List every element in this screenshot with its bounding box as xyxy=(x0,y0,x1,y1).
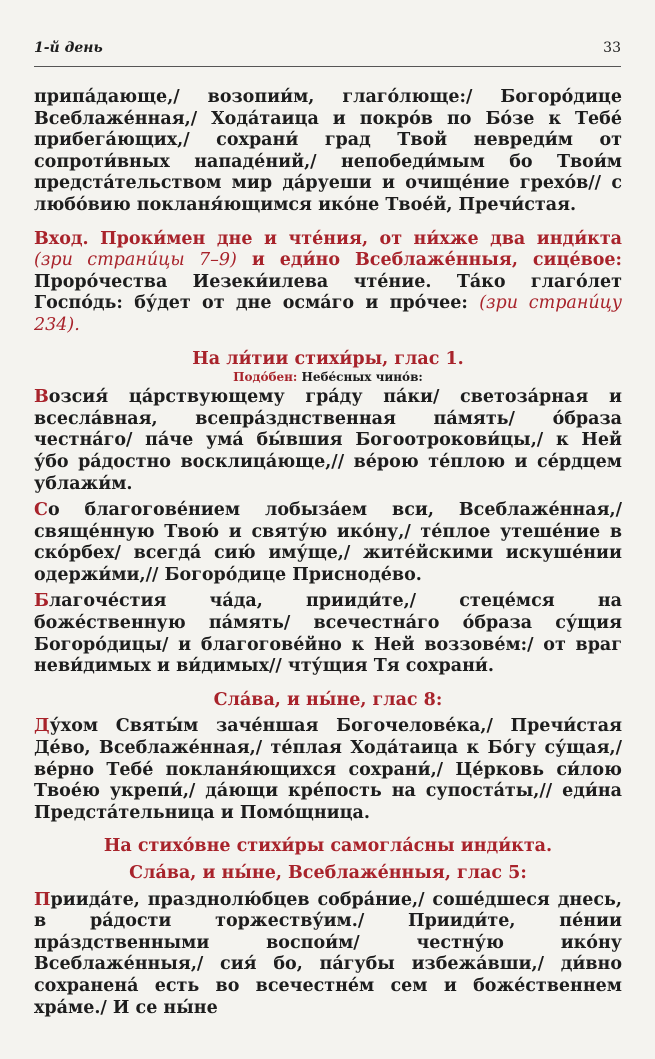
drop-initial: С xyxy=(34,500,48,521)
podoben-line xyxy=(34,370,622,384)
podoben-label: Подо́бен: xyxy=(233,370,298,385)
drop-initial: Б xyxy=(34,591,49,612)
drop-initial: В xyxy=(34,387,49,408)
drop-initial: П xyxy=(34,889,51,910)
sticheron-text: о благогове́нием лобыза́ем вси, Всеблаже́нная,/ свяще́нную Твою́ и святу́ю ико́ну,/ те́плое утеше́ние в ско́рбех/ всегда́ сию́ иму́ще,/ жите́йскими искуше́нии одержи́ми,// Богоро́дице Присноде́во. xyxy=(34,500,622,585)
page-body xyxy=(34,87,622,1019)
slava-heading: Сла́ва, и ны́не, глас 8: xyxy=(213,689,443,710)
running-header xyxy=(34,40,621,62)
page-number: 33 xyxy=(603,40,621,56)
drop-initial: Д xyxy=(34,716,50,737)
sticheron-3 xyxy=(34,591,622,677)
podoben-text: Небе́сных чино́в: xyxy=(301,370,423,385)
continued-paragraph: припа́дающе,/ возопии́м, глаго́люще:/ Богоро́дице Всеблаже́нная,/ Хода́таица и покро́в по Бо́зе к Тебе́ прибега́ющих,/ сохрани́ град Твой невреди́м от сопроти́вных нападе́ний,/ непобеди́мым бо Твои́м предста́тельством мир да́руеши и очище́ние грехо́в// с любо́вию покланя́ющимся ико́не Твое́й, Пречи́стая. xyxy=(34,87,622,215)
vhod-rubric: Вход. Проки́мен дне и чте́ния, от ни́хже два инди́кта xyxy=(34,228,622,249)
stihovne-sticheron xyxy=(34,890,622,1020)
sticheron-text: лагоче́стия ча́да, прииди́те,/ стеце́мся на боже́ственную па́мять/ всечестна́го о́браза су́щия Богоро́дицы/ и благогове́йно к Ней воззове́м:/ от враг неви́димых и ви́димых// чту́щия Тя сохрани́. xyxy=(34,591,622,677)
sticheron-text: у́хом Святы́м заче́ншая Богочелове́ка,/ Пречи́стая Де́во, Всеблаже́нная,/ те́плая Хода́таица к Бо́гу су́щая,/ ве́рно Тебе́ покланя́ющихся сохрани́,/ Це́рковь си́лою Твое́ю укрепи́,/ да́ющи кре́пость на супоста́ты,// еди́на Предста́тельница и Помо́щница. xyxy=(34,716,622,823)
vhod-paragraph xyxy=(34,229,622,337)
stihovne-heading: На стихо́вне стихи́ры самогла́сны инди́кта. xyxy=(103,836,553,857)
stihovne-slava-heading: Сла́ва, и ны́не, Всеблаже́нныя, глас 5: xyxy=(129,863,527,883)
sticheron-1 xyxy=(34,387,622,495)
sticheron-text: озсия́ ца́рствующему гра́ду па́ки/ светоза́рная и всесла́вная, всепра́зднственная па́мять/ о́браза честна́го/ па́че ума́ бы́вшия Богоотрокови́цы,/ к Ней у́бо ра́достно восклица́юще,// ве́рою те́плою и се́рдцем ублажи́м. xyxy=(34,387,622,494)
header-rule xyxy=(34,66,621,67)
vhod-reference: (зри страни́цы 7–9) xyxy=(34,250,237,271)
slava-sticheron xyxy=(34,716,622,824)
sticheron-2 xyxy=(34,500,622,586)
sticheron-text: риида́те, празднолю́бцев собра́ние,/ соше́дшеся днесь, в ра́дости торжеству́им./ Прииди́те, пе́нии пра́здственными воспои́м/ честну́ю ико́ну Всеблаже́нныя,/ сия́ бо, па́губы избежа́вши,/ ди́вно сохранена́ есть во всечестне́м сем и боже́ственнем хра́ме./ И се ны́не xyxy=(34,889,622,1018)
vhod-reference-2: (зри страни́цу 234). xyxy=(34,293,622,335)
litiya-heading: На ли́тии стихи́ры, глас 1. xyxy=(192,348,464,369)
chapter-title: 1-й день xyxy=(34,40,103,56)
vhod-text: Проро́чества Иезеки́илева чте́ние. Та́ко глаго́лет Госпо́дь: бу́дет от дне осма́го и про́чее: xyxy=(34,271,622,314)
vhod-rubric-2: и еди́но Всеблаже́нныя, сице́вое: xyxy=(251,250,623,271)
